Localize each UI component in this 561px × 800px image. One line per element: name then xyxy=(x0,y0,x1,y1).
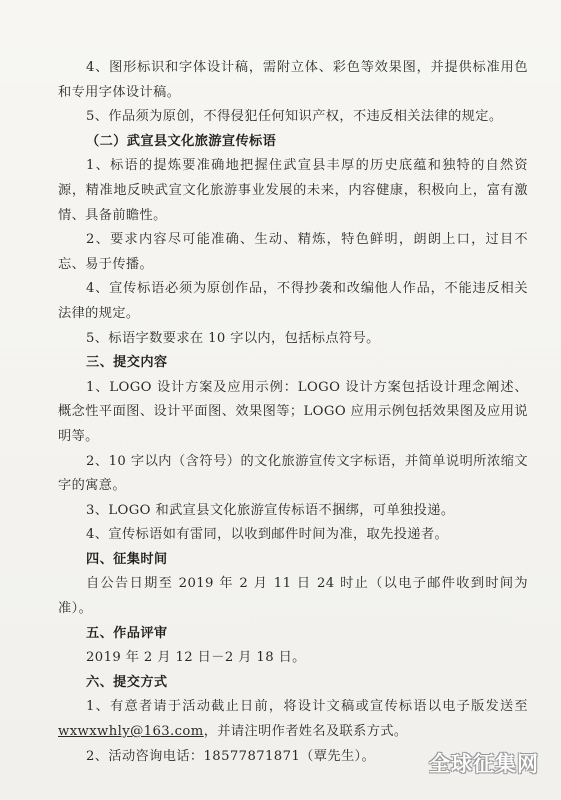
paragraph: 2、活动咨询电话：18577871871（覃先生）。 xyxy=(86,748,376,764)
paragraph: 3、LOGO 和武宣县文化旅游宣传标语不捆绑，可单独投递。 xyxy=(86,502,455,518)
text-segment: 1、有意者请于活动截止日前，将设计文稿或宣传标语以电子版发送至 xyxy=(86,699,528,715)
paragraph xyxy=(58,695,528,744)
paragraph: 自公告日期至 2019 年 2 月 11 日 24 时止（以电子邮件收到时间为准）。 xyxy=(58,576,528,617)
paragraph: 1、标语的提炼要准确地把握住武宣县丰厚的历史底蕴和独特的自然资源，精准地反映武宣文化旅游事业发展的未来，内容健康，积极向上，富有激情、具备前瞻性。 xyxy=(58,158,528,223)
paragraph: 2、要求内容尽可能准确、生动、精炼，特色鲜明，朗朗上口，过目不忘、易于传播。 xyxy=(58,232,528,272)
paragraph: 4、宣传标语如有雷同，以收到邮件时间为准，取先投递者。 xyxy=(86,527,449,543)
paragraph: 1、LOGO 设计方案及应用示例：LOGO 设计方案包括设计理念阐述、概念性平面图、设计平面图、效果图等；LOGO 应用示例包括效果图及应用说明等。 xyxy=(58,379,528,444)
section-heading: 四、征集时间 xyxy=(86,551,168,567)
section-heading: 三、提交内容 xyxy=(86,355,168,371)
watermark-logo: 全球征集网 xyxy=(429,752,539,776)
text-segment: ，并请注明作者姓名及联系方式。 xyxy=(203,724,408,740)
document-body xyxy=(58,56,528,769)
email-link[interactable]: wxwxwhly@163.com xyxy=(58,724,204,740)
paragraph: 5、标语字数要求在 10 字以内，包括标点符号。 xyxy=(86,330,380,346)
section-heading: （二）武宣县文化旅游宣传标语 xyxy=(86,133,277,149)
paragraph: 2019 年 2 月 12 日－2 月 18 日。 xyxy=(86,650,306,666)
paragraph: 4、宣传标语必须为原创作品，不得抄袭和改编他人作品，不能违反相关法律的规定。 xyxy=(58,281,528,321)
paragraph: 4、图形标识和字体设计稿，需附立体、彩色等效果图，并提供标准用色和专用字体设计稿。 xyxy=(58,60,528,100)
section-heading: 六、提交方式 xyxy=(86,674,168,690)
paragraph: 2、10 字以内（含符号）的文化旅游宣传文字标语，并简单说明所浓缩文字的寓意。 xyxy=(58,453,528,494)
section-heading: 五、作品评审 xyxy=(86,625,168,641)
paragraph: 5、作品须为原创，不得侵犯任何知识产权，不违反相关法律的规定。 xyxy=(86,109,503,125)
